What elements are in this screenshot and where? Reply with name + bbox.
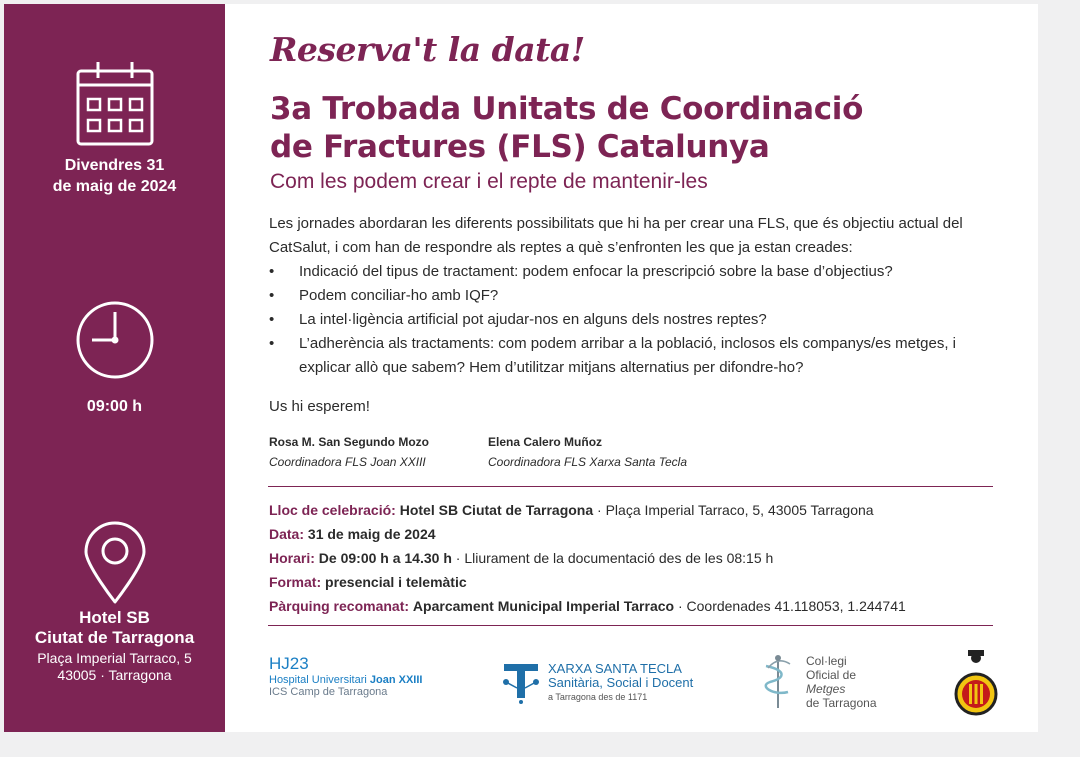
detail-extra: · Lliurament de la documentació des de les 08:15 h xyxy=(451,550,774,566)
bullet-icon: • xyxy=(269,263,275,280)
list-item-text: L’adherència als tractaments: com podem arribar a la població, inclosos els companys/es metges, i explicar allò que sabem? Hem d’utilitzar mitjans alternatius per difondre-ho? xyxy=(299,335,956,376)
divider xyxy=(268,625,993,626)
xarxa-santa-tecla-logo xyxy=(498,658,694,709)
col-legi-metges-logo xyxy=(756,652,877,717)
list-item xyxy=(269,332,1009,380)
hj-number: 23 xyxy=(289,654,309,673)
hj-abbr: HJ xyxy=(269,654,290,673)
list-item xyxy=(269,284,1009,308)
hj-line2: ICS Camp de Tarragona xyxy=(269,686,388,698)
intro-paragraph: Les jornades abordaran les diferents possibilitats que hi ha per crear una FLS, que és objectiu actual del CatSalut, i com han de respondre als reptes a què s’enfronten les que ja estan creades: xyxy=(269,215,963,256)
hospital-joan-xxiii-logo xyxy=(269,654,422,698)
sidebar xyxy=(4,4,225,732)
col-line2: Oficial de xyxy=(806,668,857,682)
tagline: Reserva't la data! xyxy=(270,30,585,69)
hj-line1: Hospital Universitari xyxy=(269,674,370,686)
detail-label: Pàrquing recomanat: xyxy=(269,598,410,614)
hj-line1-bold: Joan XXIII xyxy=(369,674,423,686)
list-item-text: Podem conciliar-ho amb IQF? xyxy=(299,287,499,304)
event-date xyxy=(4,155,225,197)
detail-value: Aparcament Municipal Imperial Tarraco xyxy=(412,598,675,614)
detail-value: 31 de maig de 2024 xyxy=(307,526,436,542)
topics-list xyxy=(269,260,1009,380)
detail-date xyxy=(269,522,1009,546)
detail-label: Format: xyxy=(269,574,322,590)
event-date-line1: Divendres 31 xyxy=(64,157,165,174)
logos-footer xyxy=(268,644,1018,724)
detail-label: Horari: xyxy=(269,550,315,566)
venue-address-line2: 43005 · Tarragona xyxy=(57,667,172,683)
detail-format xyxy=(269,570,1009,594)
signature-name: Elena Calero Muñoz xyxy=(488,435,603,449)
venue-address xyxy=(4,650,225,684)
detail-venue xyxy=(269,498,1009,522)
detail-schedule xyxy=(269,546,1009,570)
location-pin-icon xyxy=(82,521,148,605)
tau-cross-icon xyxy=(498,658,544,704)
clock-icon xyxy=(75,300,155,380)
xst-line1: XARXA SANTA TECLA xyxy=(548,661,682,676)
event-time: 09:00 h xyxy=(86,398,143,415)
divider xyxy=(268,486,993,487)
xst-line2: Sanitària, Social i Docent xyxy=(548,675,694,690)
xst-line3: a Tarragona des de 1171 xyxy=(548,692,648,702)
signature-block xyxy=(269,432,429,472)
detail-extra: · Coordenades 41.118053, 1.244741 xyxy=(674,598,906,614)
caduceus-icon xyxy=(756,652,802,712)
list-item-text: Indicació del tipus de tractament: podem enfocar la prescripció sobre la base d’objectius? xyxy=(299,263,893,280)
col-line1: Col·legi xyxy=(806,654,847,668)
signature-role: Coordinadora FLS Joan XXIII xyxy=(269,455,426,469)
greeting: Us hi esperem! xyxy=(269,398,370,415)
event-date-line2: de maig de 2024 xyxy=(52,178,177,195)
col-line4: de Tarragona xyxy=(806,696,877,710)
signature-name: Rosa M. San Segundo Mozo xyxy=(269,435,430,449)
signature-role: Coordinadora FLS Xarxa Santa Tecla xyxy=(488,455,688,469)
event-title-line2: de Fractures (FLS) Catalunya xyxy=(270,129,770,165)
list-item-text: La intel·ligència artificial pot ajudar-nos en alguns dels nostres reptes? xyxy=(299,311,767,328)
tarragona-crest-icon xyxy=(954,648,998,724)
bullet-icon: • xyxy=(269,287,275,304)
list-item xyxy=(269,308,1009,332)
event-subtitle: Com les podem crear i el repte de mantenir-les xyxy=(270,170,708,193)
event-details xyxy=(269,498,1009,618)
invitation-sheet xyxy=(4,4,1038,732)
venue-name-line1: Hotel SB xyxy=(79,608,150,627)
detail-parking xyxy=(269,594,1009,618)
bullet-icon: • xyxy=(269,335,275,352)
detail-value: presencial i telemàtic xyxy=(325,574,467,590)
signature-block xyxy=(488,432,687,472)
detail-label: Data: xyxy=(269,526,305,542)
event-title xyxy=(270,90,990,166)
venue-address-line1: Plaça Imperial Tarraco, 5 xyxy=(37,650,192,666)
detail-label: Lloc de celebració: xyxy=(269,502,396,518)
detail-extra: · Plaça Imperial Tarraco, 5, 43005 Tarragona xyxy=(593,502,874,518)
list-item xyxy=(269,260,1009,284)
venue-name xyxy=(4,608,225,648)
detail-value: Hotel SB Ciutat de Tarragona xyxy=(399,502,594,518)
bullet-icon: • xyxy=(269,311,275,328)
event-title-line1: 3a Trobada Unitats de Coordinació xyxy=(270,91,864,127)
calendar-icon xyxy=(76,60,154,148)
detail-value: De 09:00 h a 14.30 h xyxy=(318,550,452,566)
col-line3: Metges xyxy=(806,682,846,696)
venue-name-line2: Ciutat de Tarragona xyxy=(34,628,195,647)
